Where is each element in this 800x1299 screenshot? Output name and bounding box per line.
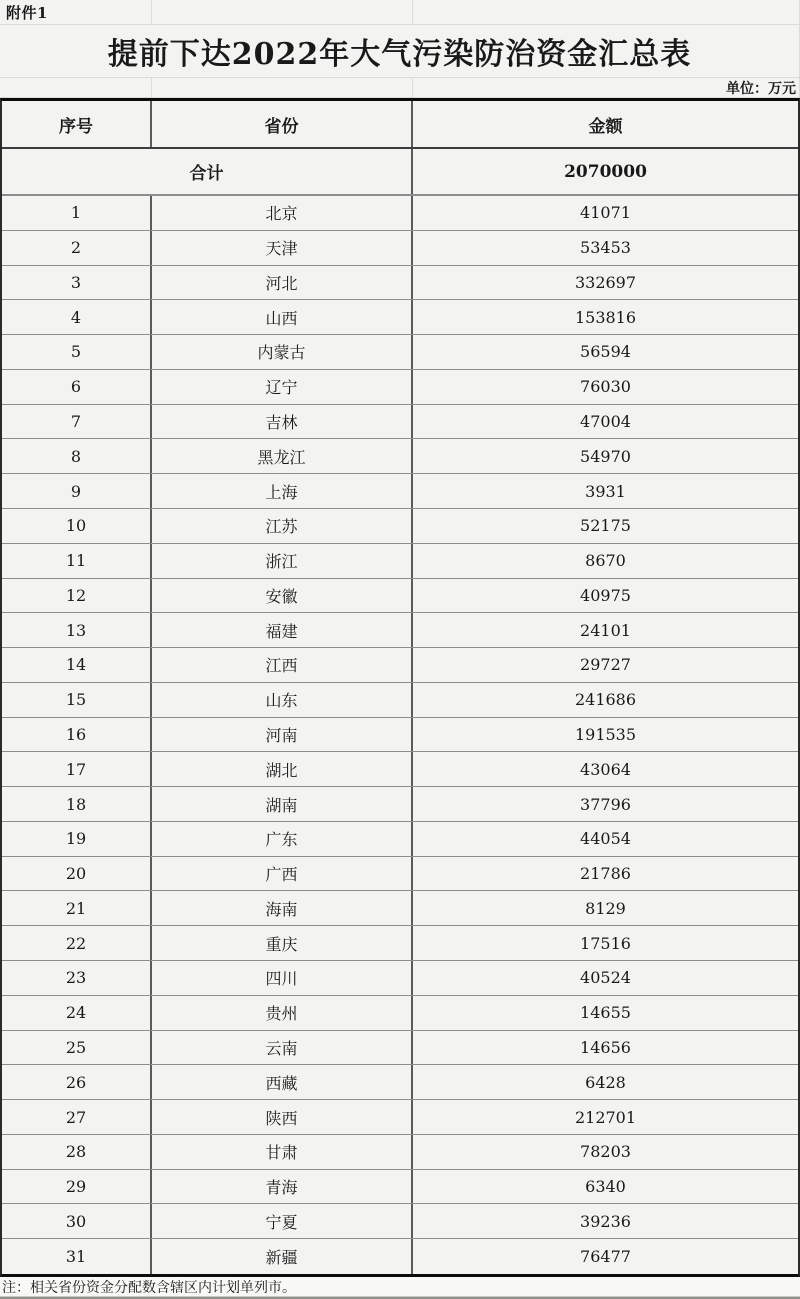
table-body	[2, 196, 798, 1274]
table-row	[2, 648, 798, 683]
cell-amount: 14655	[580, 1003, 631, 1023]
cell-amount: 44054	[580, 829, 631, 849]
table-row	[2, 231, 798, 266]
cell-amount: 3931	[585, 481, 626, 501]
cell-province: 四川	[152, 961, 413, 995]
cell-amount: 78203	[580, 1142, 631, 1162]
table-row	[2, 1031, 798, 1066]
cell-no: 11	[2, 544, 152, 578]
total-amount-cell: 2070000	[564, 161, 647, 182]
cell-no: 25	[2, 1031, 152, 1065]
cell-province: 福建	[152, 613, 413, 647]
cell-province: 湖南	[152, 787, 413, 821]
cell-amount: 8129	[585, 898, 626, 918]
cell-amount: 24101	[580, 620, 631, 640]
cell-province: 广东	[152, 822, 413, 856]
empty-grid-cell	[152, 0, 413, 24]
cell-amount: 53453	[580, 238, 631, 258]
cell-province: 宁夏	[152, 1204, 413, 1238]
cell-amount: 6340	[585, 1177, 626, 1197]
cell-province: 浙江	[152, 544, 413, 578]
cell-no: 28	[2, 1135, 152, 1169]
title-row	[0, 25, 800, 78]
cell-province: 江苏	[152, 509, 413, 543]
cell-province: 山东	[152, 683, 413, 717]
cell-province: 湖北	[152, 752, 413, 786]
empty-grid-cell	[0, 78, 152, 97]
cell-no: 8	[2, 439, 152, 473]
table-row	[2, 822, 798, 857]
table-row	[2, 718, 798, 753]
cell-no: 23	[2, 961, 152, 995]
cell-no: 19	[2, 822, 152, 856]
cell-province: 江西	[152, 648, 413, 682]
table-row	[2, 613, 798, 648]
cell-amount: 17516	[580, 933, 631, 953]
table-row	[2, 961, 798, 996]
table-row	[2, 926, 798, 961]
cell-amount: 47004	[580, 412, 631, 432]
table-row	[2, 787, 798, 822]
table-row	[2, 300, 798, 335]
cell-no: 10	[2, 509, 152, 543]
cell-province: 青海	[152, 1170, 413, 1204]
page-title: 提前下达2022年大气污染防治资金汇总表	[107, 37, 692, 72]
attachment-row	[0, 0, 800, 25]
unit-cell	[413, 78, 800, 97]
cell-no: 2	[2, 231, 152, 265]
cell-province: 天津	[152, 231, 413, 265]
cell-amount: 43064	[580, 759, 631, 779]
cell-province: 辽宁	[152, 370, 413, 404]
cell-amount: 52175	[580, 516, 631, 536]
cell-amount: 39236	[580, 1211, 631, 1231]
cell-province: 重庆	[152, 926, 413, 960]
cell-no: 22	[2, 926, 152, 960]
header-province: 省份	[152, 101, 413, 147]
footnote-row	[0, 1277, 800, 1297]
cell-province: 西藏	[152, 1065, 413, 1099]
cell-no: 21	[2, 891, 152, 925]
cell-province: 新疆	[152, 1239, 413, 1274]
table-row	[2, 996, 798, 1031]
attachment-label: 附件1	[6, 3, 48, 22]
table-row	[2, 266, 798, 301]
empty-grid-cell	[413, 0, 800, 24]
cell-no: 18	[2, 787, 152, 821]
cell-province: 云南	[152, 1031, 413, 1065]
cell-amount: 76030	[580, 377, 631, 397]
table-row	[2, 335, 798, 370]
cell-no: 6	[2, 370, 152, 404]
table-row	[2, 1204, 798, 1239]
cell-amount: 41071	[580, 203, 631, 223]
table-row	[2, 196, 798, 231]
cell-no: 9	[2, 474, 152, 508]
table-row	[2, 1239, 798, 1274]
table-row	[2, 1170, 798, 1205]
table-row	[2, 579, 798, 614]
cell-province: 陕西	[152, 1100, 413, 1134]
table-row	[2, 1100, 798, 1135]
cell-no: 17	[2, 752, 152, 786]
table-row	[2, 509, 798, 544]
cell-amount: 212701	[574, 1107, 637, 1127]
cell-no: 20	[2, 857, 152, 891]
cell-no: 15	[2, 683, 152, 717]
table-row	[2, 370, 798, 405]
cell-amount: 6428	[585, 1072, 626, 1092]
cell-province: 北京	[152, 196, 413, 230]
cell-amount: 21786	[580, 864, 631, 884]
table-total-row	[2, 149, 798, 196]
summary-table	[0, 98, 800, 1277]
footnote-text: 注：相关省份资金分配数含辖区内计划单列市。	[2, 1279, 296, 1296]
table-row	[2, 474, 798, 509]
cell-no: 31	[2, 1239, 152, 1274]
table-row	[2, 544, 798, 579]
cell-province: 河北	[152, 266, 413, 300]
cell-no: 5	[2, 335, 152, 369]
cell-no: 4	[2, 300, 152, 334]
cell-no: 14	[2, 648, 152, 682]
cell-amount: 40524	[580, 968, 631, 988]
cell-no: 3	[2, 266, 152, 300]
cell-no: 16	[2, 718, 152, 752]
cell-no: 29	[2, 1170, 152, 1204]
cell-no: 12	[2, 579, 152, 613]
table-row	[2, 683, 798, 718]
header-index: 序号	[2, 101, 152, 147]
cell-amount: 56594	[580, 342, 631, 362]
table-row	[2, 1065, 798, 1100]
document-header	[0, 0, 800, 98]
cell-province: 安徽	[152, 579, 413, 613]
cell-province: 上海	[152, 474, 413, 508]
cell-amount: 37796	[580, 794, 631, 814]
cell-province: 吉林	[152, 405, 413, 439]
cell-amount: 76477	[580, 1247, 631, 1267]
cell-province: 甘肃	[152, 1135, 413, 1169]
table-row	[2, 405, 798, 440]
cell-no: 1	[2, 196, 152, 230]
cell-province: 河南	[152, 718, 413, 752]
cell-province: 贵州	[152, 996, 413, 1030]
cell-amount: 29727	[580, 655, 631, 675]
cell-amount: 40975	[580, 585, 631, 605]
cell-no: 7	[2, 405, 152, 439]
unit-row	[0, 78, 800, 98]
cell-province: 山西	[152, 300, 413, 334]
cell-amount: 8670	[585, 551, 626, 571]
cell-no: 24	[2, 996, 152, 1030]
cell-amount: 54970	[580, 446, 631, 466]
unit-label: 单位：万元	[726, 80, 796, 97]
total-label-cell: 合计	[2, 149, 413, 194]
cell-province: 海南	[152, 891, 413, 925]
cell-amount: 14656	[580, 1037, 631, 1057]
cell-province: 黑龙江	[152, 439, 413, 473]
cell-no: 27	[2, 1100, 152, 1134]
cell-amount: 332697	[574, 272, 637, 292]
empty-grid-cell	[152, 78, 413, 97]
table-row	[2, 752, 798, 787]
cell-no: 30	[2, 1204, 152, 1238]
cell-province: 内蒙古	[152, 335, 413, 369]
cell-province: 广西	[152, 857, 413, 891]
cell-amount: 191535	[574, 724, 637, 744]
attachment-cell	[0, 0, 152, 24]
table-row	[2, 891, 798, 926]
table-row	[2, 439, 798, 474]
cell-amount: 241686	[574, 690, 637, 710]
table-row	[2, 1135, 798, 1170]
table-row	[2, 857, 798, 892]
cell-no: 13	[2, 613, 152, 647]
table-header-row	[2, 101, 798, 149]
cell-no: 26	[2, 1065, 152, 1099]
header-amount: 金额	[588, 116, 623, 137]
cell-amount: 153816	[574, 307, 637, 327]
